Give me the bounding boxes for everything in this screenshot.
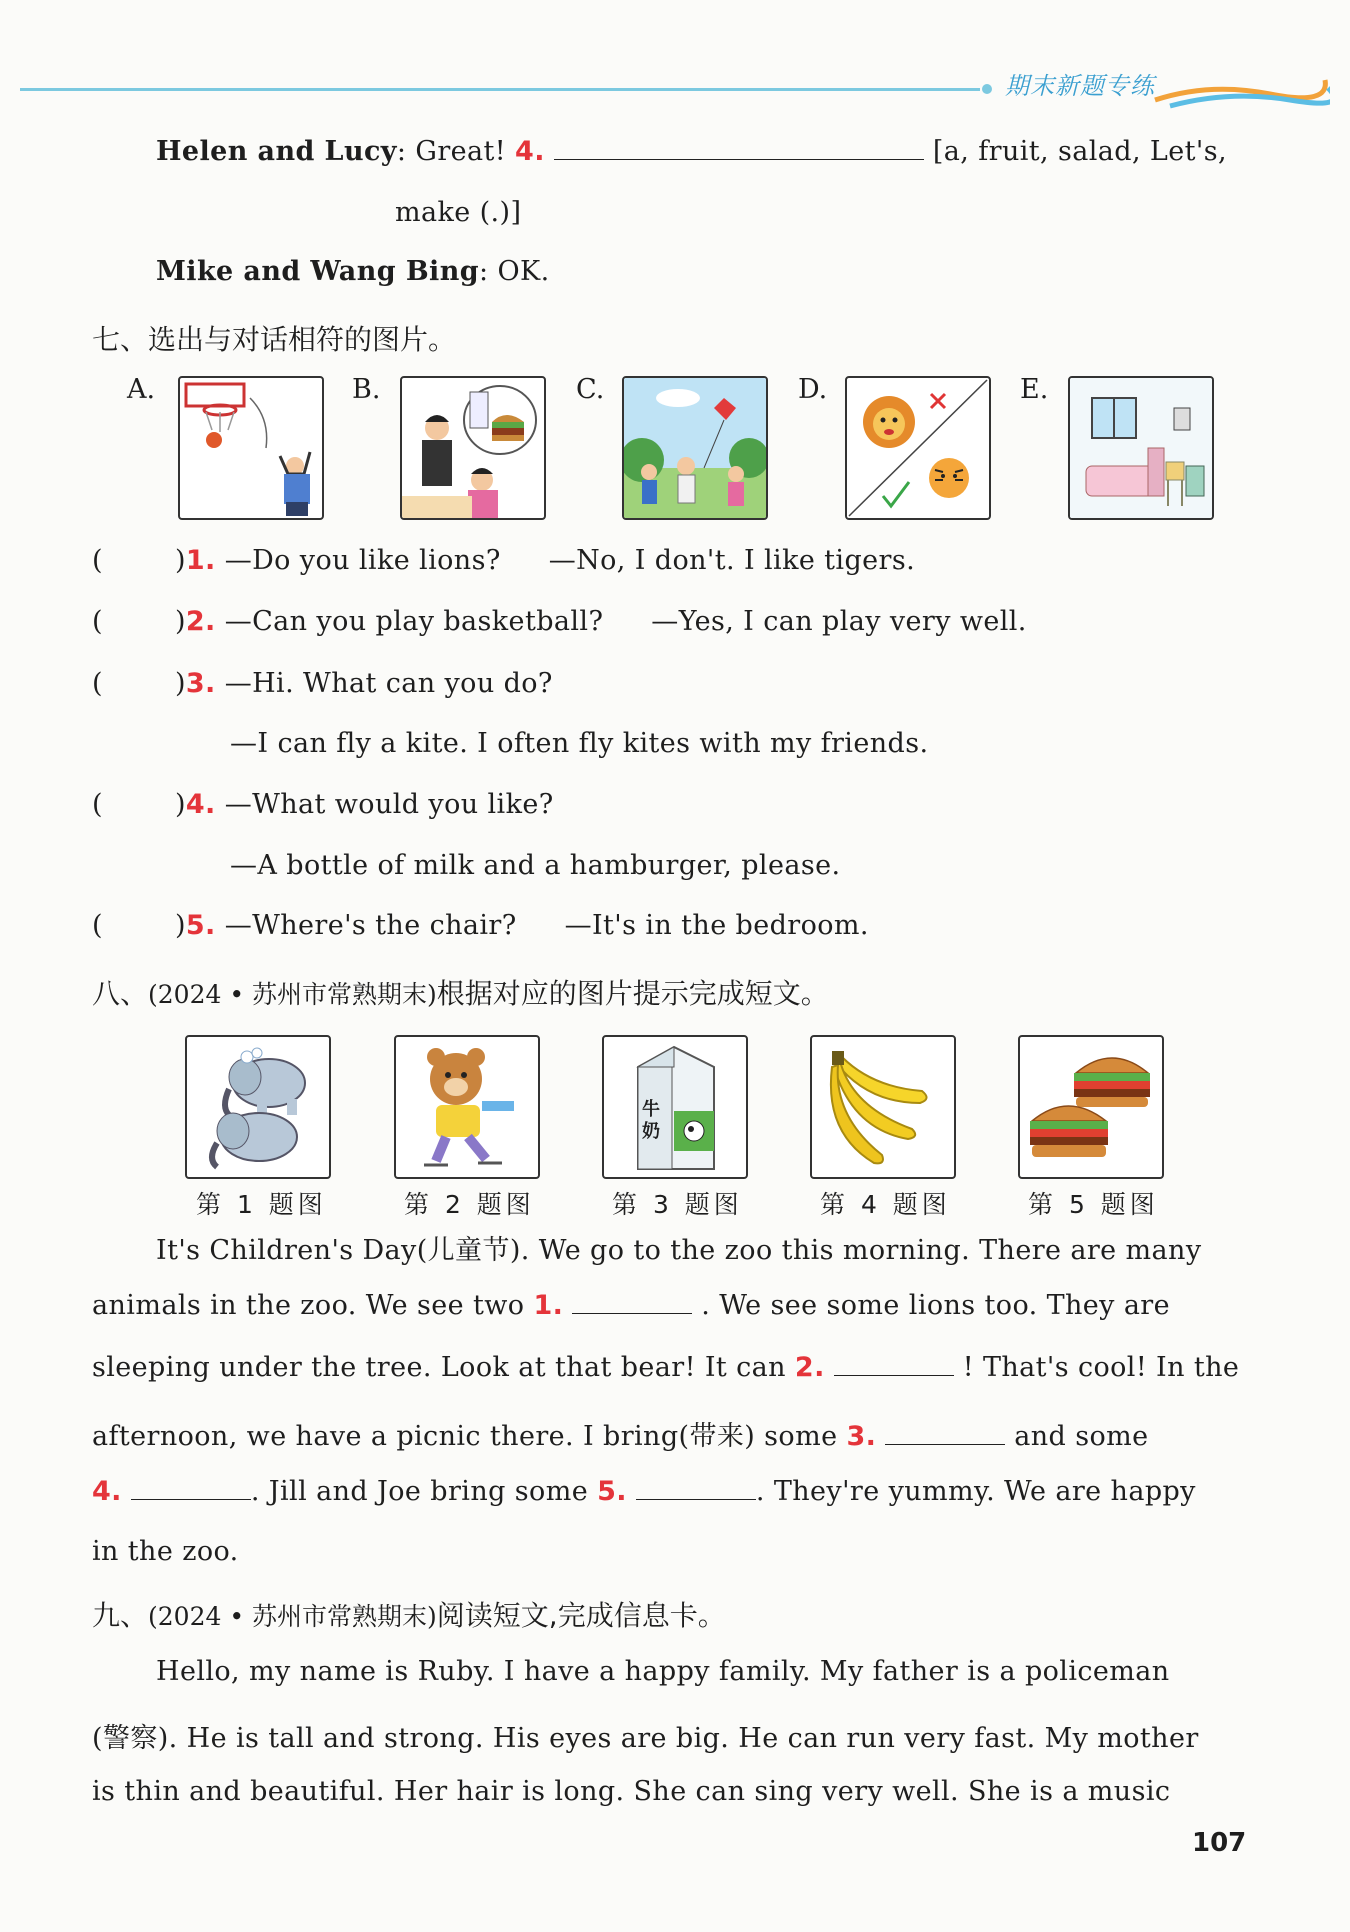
reading-line-2: (警察). He is tall and strong. His eyes are big. He can run very fast. My mother (92, 1723, 1199, 1754)
answer-blank[interactable] (554, 139, 924, 160)
section-8-title (92, 972, 829, 1012)
picture-basketball (178, 376, 324, 520)
header-tag: 期末新题专练 (1005, 72, 1155, 100)
picture-bedroom (1068, 376, 1214, 520)
passage-text: . We see some lions too. They are (701, 1290, 1170, 1321)
picture-caption: 第 1 题图 (196, 1190, 327, 1219)
section-9-title (92, 1594, 726, 1634)
passage-line-3 (92, 1352, 1239, 1383)
section-number: 九、 (92, 1599, 149, 1632)
answer-text: —No, I don't. I like tigers. (548, 545, 916, 576)
question-number: 4. (185, 789, 216, 820)
picture-lion-tiger (845, 376, 991, 520)
matching-item-1 (92, 545, 915, 576)
page-number: 107 (1192, 1828, 1247, 1858)
question-number: 4. (515, 136, 545, 167)
answer-text: —It's in the bedroom. (564, 910, 869, 941)
picture-caption: 第 3 题图 (612, 1190, 743, 1219)
question-text: —Hi. What can you do? (224, 668, 553, 699)
answer-paren-close: ) (174, 545, 186, 576)
answer-blank[interactable] (834, 1355, 954, 1376)
section-instruction: 阅读短文,完成信息卡。 (436, 1599, 726, 1632)
passage-text: . They're yummy. We are happy (755, 1476, 1196, 1507)
question-number: 1. (185, 545, 216, 576)
word-hint: [a, fruit, salad, Let's, (932, 136, 1227, 167)
reading-line-1: Hello, my name is Ruby. I have a happy family. My father is a policeman (156, 1656, 1170, 1687)
passage-line-6: in the zoo. (92, 1536, 239, 1567)
picture-caption: 第 4 题图 (820, 1190, 951, 1219)
matching-item-2 (92, 606, 1027, 637)
answer-blank[interactable] (636, 1479, 756, 1500)
milk-label: 牛奶 (642, 1099, 660, 1142)
option-label-b: B. (352, 374, 381, 405)
wave-icon (1150, 72, 1330, 112)
passage-text: sleeping under the tree. Look at that bear! It can (92, 1352, 786, 1383)
passage-line-1: It's Children's Day(儿童节). We go to the zoo this morning. There are many (156, 1235, 1202, 1266)
answer-paren-close: ) (174, 606, 186, 637)
matching-item-5 (92, 910, 869, 941)
question-number: 3. (185, 668, 216, 699)
matching-item-3 (92, 668, 553, 699)
speaker-name: Helen and Lucy (156, 136, 397, 167)
answer-paren-close: ) (174, 668, 186, 699)
picture-skating-bear (394, 1035, 540, 1179)
answer-blank[interactable] (572, 1293, 692, 1314)
picture-hamburgers (1018, 1035, 1164, 1179)
passage-text: afternoon, we have a picnic there. I bring(带来) some (92, 1421, 838, 1452)
answer-paren-close: ) (174, 910, 186, 941)
answer-paren-open: ( (92, 668, 103, 699)
question-number: 5. (597, 1476, 627, 1507)
picture-flying-kites (622, 376, 768, 520)
speaker-text: OK. (497, 256, 550, 287)
matching-item-4-answer: —A bottle of milk and a hamburger, please. (230, 850, 841, 881)
question-number: 4. (92, 1476, 122, 1507)
option-label-d: D. (798, 374, 828, 405)
picture-caption: 第 5 题图 (1028, 1190, 1159, 1219)
question-number: 2. (794, 1352, 825, 1383)
question-text: —Where's the chair? (224, 910, 517, 941)
answer-paren-open: ( (92, 606, 103, 637)
section-number: 八、 (92, 977, 149, 1010)
passage-text: . Jill and Joe bring some (250, 1476, 589, 1507)
section-instruction: 根据对应的图片提示完成短文。 (436, 977, 829, 1010)
answer-text: —Yes, I can play very well. (651, 606, 1027, 637)
answer-blank[interactable] (885, 1424, 1005, 1445)
source-note: (2024 • 苏州市常熟期末) (148, 1602, 437, 1631)
matching-item-4 (92, 789, 554, 820)
answer-paren-open: ( (92, 910, 103, 941)
question-number: 3. (846, 1421, 877, 1452)
picture-bananas (810, 1035, 956, 1179)
picture-caption: 第 2 题图 (404, 1190, 535, 1219)
source-note: (2024 • 苏州市常熟期末) (148, 980, 437, 1009)
question-text: —Do you like lions? (224, 545, 501, 576)
question-number: 1. (533, 1290, 564, 1321)
picture-elephants (185, 1035, 331, 1179)
question-text: —Can you play basketball? (224, 606, 604, 637)
option-label-e: E. (1020, 374, 1049, 405)
passage-line-4 (92, 1414, 1149, 1453)
dialogue-line-1: Helen and Lucy: Great! 4. [a, fruit, salad, Let's, (156, 136, 1227, 167)
header-dot (982, 84, 992, 94)
passage-line-5 (92, 1476, 1196, 1507)
matching-item-3-answer: —I can fly a kite. I often fly kites with my friends. (230, 728, 929, 759)
picture-milk-hamburger (400, 376, 546, 520)
speaker-text: Great! (415, 136, 507, 167)
question-number: 5. (185, 910, 216, 941)
section-7-title: 七、选出与对话相符的图片。 (92, 323, 457, 356)
header-rule (20, 88, 980, 91)
answer-paren-close: ) (174, 789, 186, 820)
option-label-c: C. (576, 374, 605, 405)
passage-line-2 (92, 1290, 1170, 1321)
answer-paren-open: ( (92, 789, 103, 820)
option-label-a: A. (127, 374, 156, 405)
reading-line-3: is thin and beautiful. Her hair is long. She can sing very well. She is a music (92, 1776, 1171, 1807)
question-text: —What would you like? (224, 789, 554, 820)
picture-milk-carton (602, 1035, 748, 1179)
passage-text: animals in the zoo. We see two (92, 1290, 525, 1321)
answer-paren-open: ( (92, 545, 103, 576)
dialogue-hint-cont: make (.)] (395, 197, 522, 228)
speaker-name: Mike and Wang Bing (156, 256, 479, 287)
passage-text: ! That's cool! In the (962, 1352, 1240, 1383)
answer-blank[interactable] (131, 1479, 251, 1500)
question-number: 2. (185, 606, 216, 637)
passage-text: and some (1014, 1421, 1149, 1452)
dialogue-line-2: Mike and Wang Bing: OK. (156, 256, 550, 287)
